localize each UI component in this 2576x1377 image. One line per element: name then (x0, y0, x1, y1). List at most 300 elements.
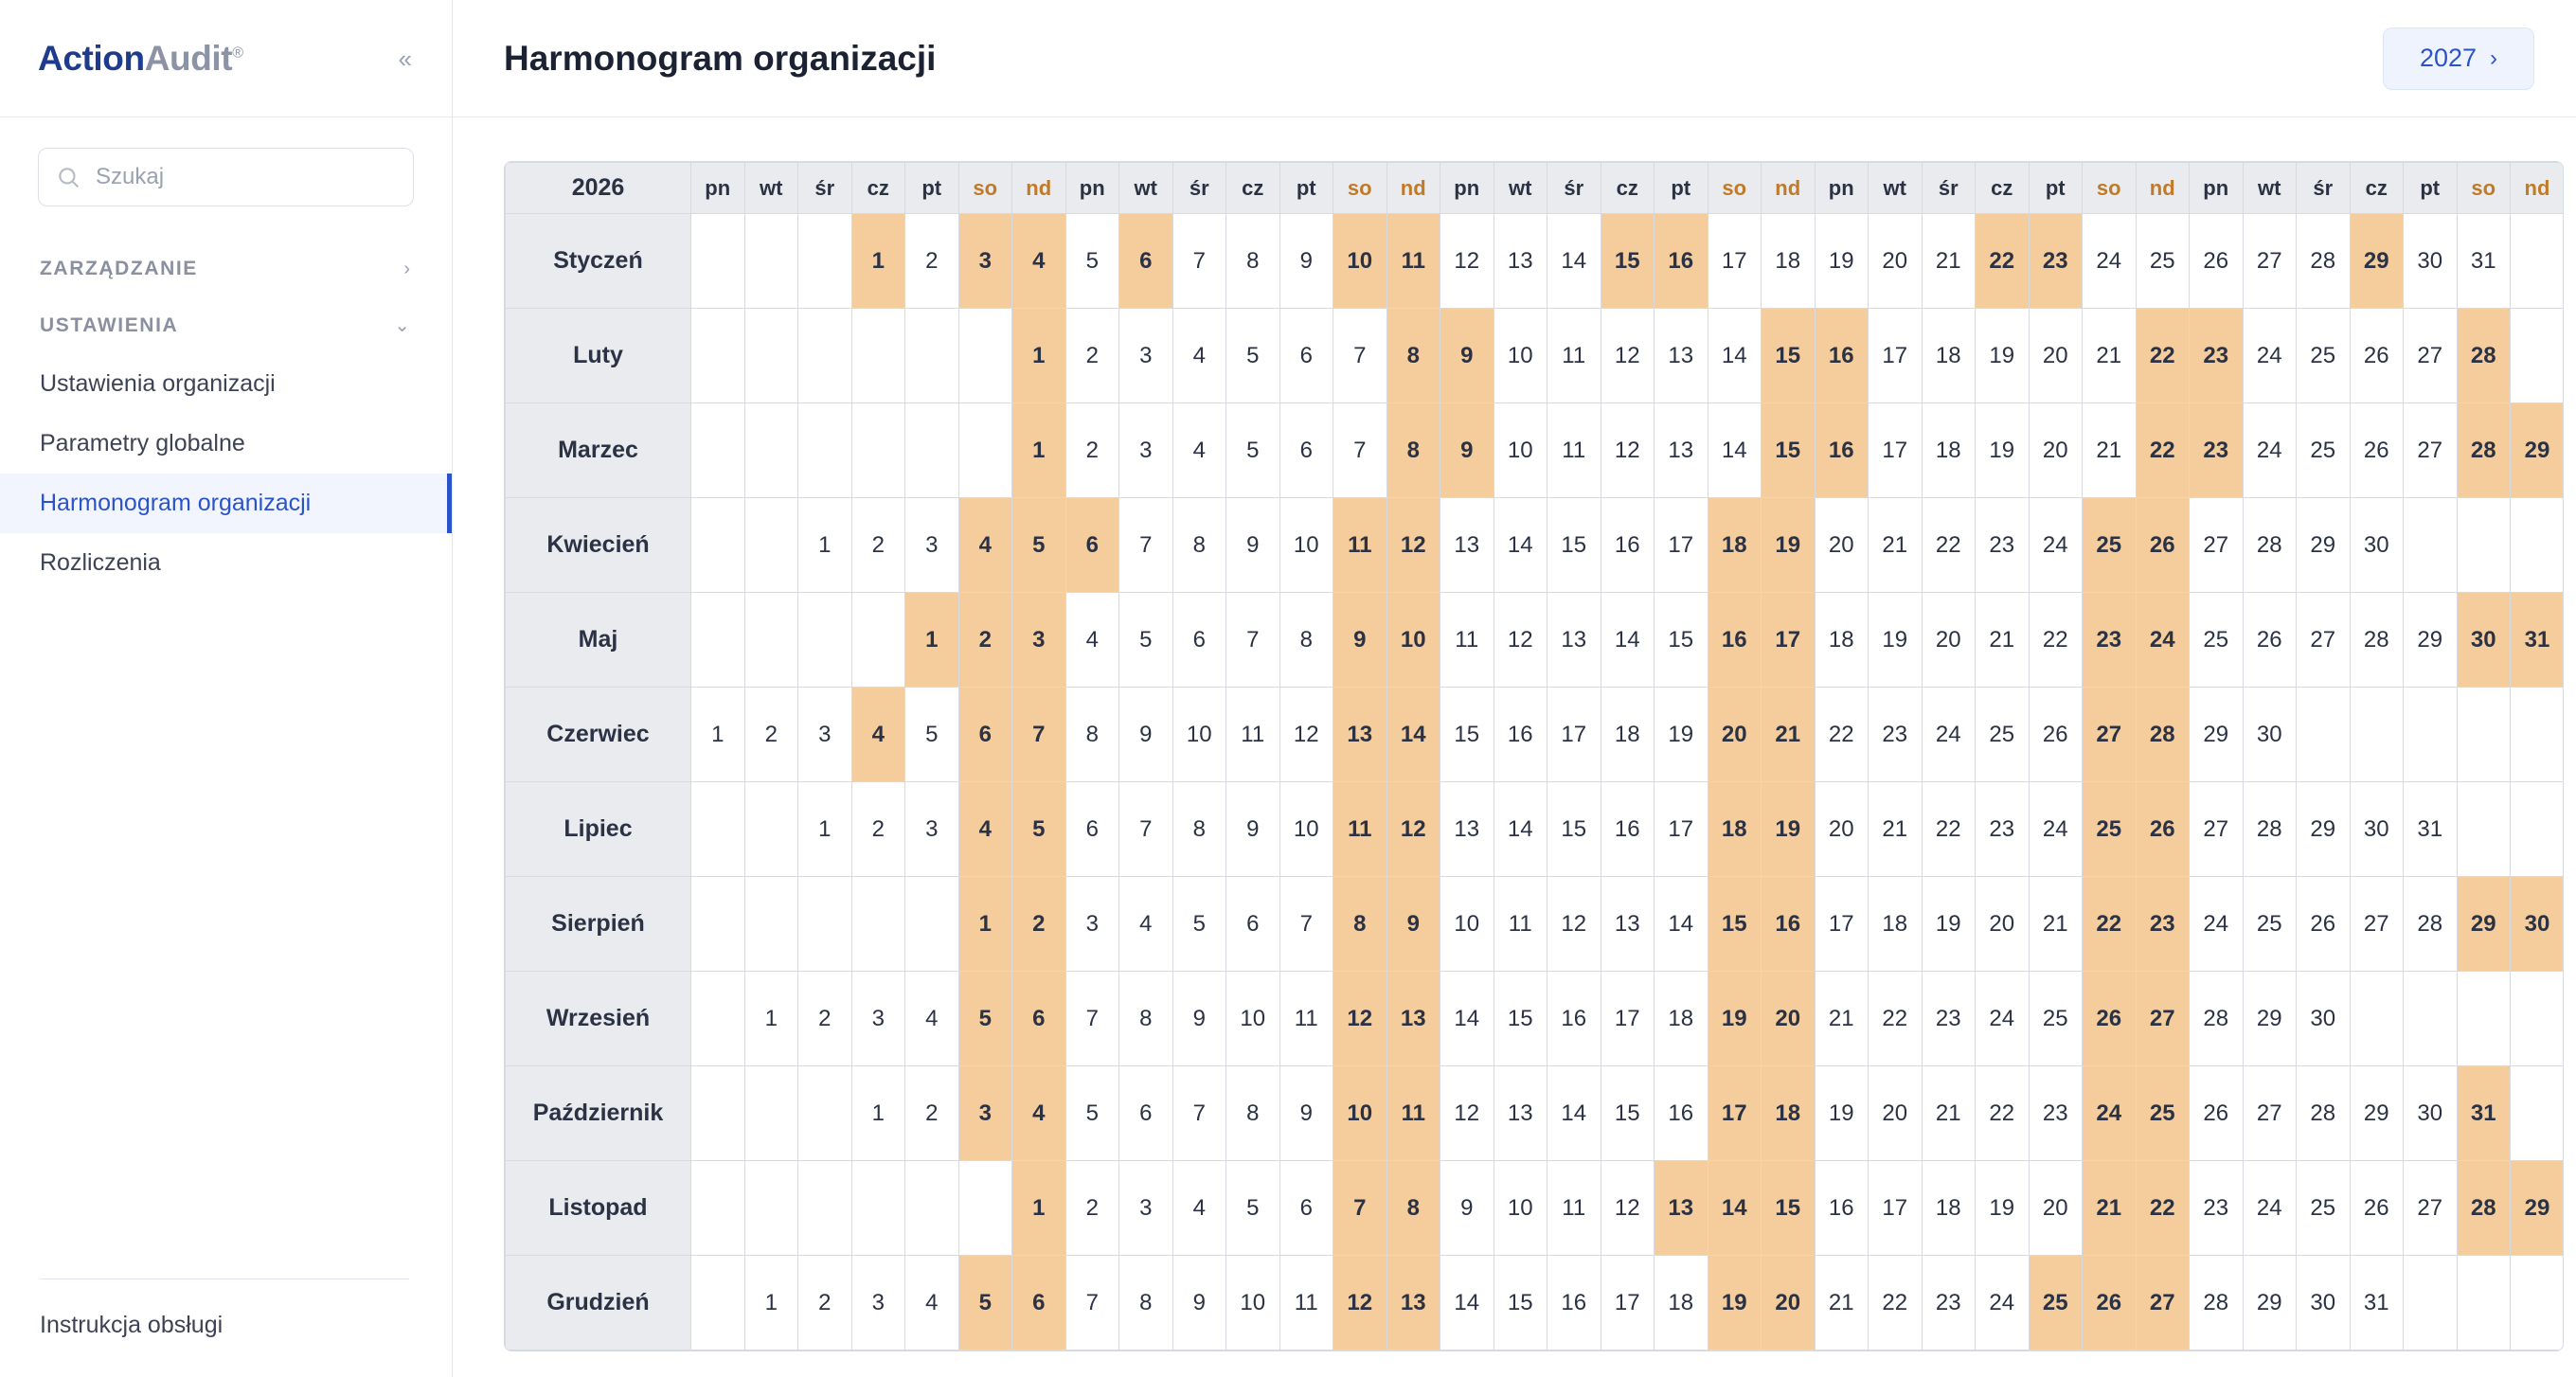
calendar-day-cell[interactable]: 22 (1815, 688, 1869, 782)
calendar-day-cell[interactable]: 19 (1976, 309, 2030, 403)
calendar-day-cell[interactable]: 17 (1655, 782, 1708, 877)
calendar-day-cell[interactable]: 6 (1279, 309, 1333, 403)
instruction-link[interactable]: Instrukcja obsługi (40, 1312, 224, 1338)
calendar-day-cell[interactable]: 27 (2190, 782, 2244, 877)
calendar-day-cell[interactable]: 8 (1386, 1161, 1440, 1256)
calendar-day-cell[interactable]: 5 (1172, 877, 1226, 972)
calendar-day-cell[interactable]: 14 (1440, 1256, 1494, 1350)
calendar-day-cell[interactable]: 29 (2297, 498, 2351, 593)
calendar-day-cell[interactable]: 11 (1333, 782, 1387, 877)
calendar-day-cell[interactable]: 18 (1869, 877, 1923, 972)
calendar-day-cell[interactable]: 10 (1226, 1256, 1280, 1350)
calendar-day-cell[interactable]: 28 (2457, 309, 2511, 403)
calendar-day-cell[interactable]: 2 (851, 782, 905, 877)
calendar-day-cell[interactable]: 15 (1762, 309, 1816, 403)
calendar-day-cell[interactable]: 4 (1065, 593, 1119, 688)
calendar-day-cell[interactable]: 13 (1440, 498, 1494, 593)
calendar-day-cell[interactable]: 29 (2457, 877, 2511, 972)
calendar-day-cell[interactable]: 3 (798, 688, 852, 782)
calendar-day-cell[interactable]: 26 (2190, 214, 2244, 309)
calendar-day-cell[interactable]: 25 (2136, 214, 2190, 309)
calendar-day-cell[interactable]: 27 (2350, 877, 2404, 972)
calendar-day-cell[interactable]: 25 (2243, 877, 2297, 972)
calendar-day-cell[interactable]: 21 (2083, 1161, 2137, 1256)
calendar-day-cell[interactable]: 3 (851, 972, 905, 1066)
calendar-day-cell[interactable]: 26 (2083, 1256, 2137, 1350)
calendar-day-cell[interactable]: 4 (1172, 403, 1226, 498)
calendar-day-cell[interactable]: 13 (1386, 1256, 1440, 1350)
calendar-day-cell[interactable]: 23 (2029, 214, 2083, 309)
calendar-day-cell[interactable]: 13 (1440, 782, 1494, 877)
calendar-day-cell[interactable]: 25 (2297, 1161, 2351, 1256)
calendar-day-cell[interactable]: 30 (2350, 782, 2404, 877)
calendar-day-cell[interactable]: 15 (1762, 1161, 1816, 1256)
calendar-day-cell[interactable]: 21 (1869, 498, 1923, 593)
calendar-day-cell[interactable]: 16 (1762, 877, 1816, 972)
calendar-day-cell[interactable]: 21 (1762, 688, 1816, 782)
calendar-day-cell[interactable]: 24 (2190, 877, 2244, 972)
calendar-day-cell[interactable]: 11 (1547, 1161, 1601, 1256)
calendar-day-cell[interactable]: 14 (1708, 403, 1762, 498)
calendar-day-cell[interactable]: 2 (958, 593, 1012, 688)
calendar-day-cell[interactable]: 20 (1976, 877, 2030, 972)
calendar-day-cell[interactable]: 19 (1655, 688, 1708, 782)
calendar-day-cell[interactable]: 29 (2190, 688, 2244, 782)
calendar-day-cell[interactable]: 1 (798, 498, 852, 593)
calendar-day-cell[interactable]: 23 (2190, 1161, 2244, 1256)
calendar-day-cell[interactable]: 13 (1494, 1066, 1547, 1161)
calendar-day-cell[interactable]: 21 (1922, 214, 1976, 309)
search-box[interactable] (38, 148, 414, 206)
calendar-day-cell[interactable]: 13 (1333, 688, 1387, 782)
calendar-day-cell[interactable]: 12 (1601, 403, 1655, 498)
calendar-day-cell[interactable]: 22 (2083, 877, 2137, 972)
search-input[interactable] (94, 163, 396, 191)
calendar-day-cell[interactable]: 18 (1815, 593, 1869, 688)
calendar-day-cell[interactable]: 26 (2350, 1161, 2404, 1256)
calendar-day-cell[interactable]: 9 (1279, 214, 1333, 309)
calendar-day-cell[interactable]: 10 (1494, 309, 1547, 403)
calendar-day-cell[interactable]: 5 (1065, 214, 1119, 309)
calendar-day-cell[interactable]: 8 (1226, 1066, 1280, 1161)
calendar-day-cell[interactable]: 3 (1119, 403, 1173, 498)
calendar-day-cell[interactable]: 12 (1333, 972, 1387, 1066)
calendar-day-cell[interactable]: 7 (1012, 688, 1066, 782)
calendar-day-cell[interactable]: 14 (1494, 498, 1547, 593)
calendar-day-cell[interactable]: 15 (1762, 403, 1816, 498)
calendar-day-cell[interactable]: 25 (2083, 782, 2137, 877)
calendar-day-cell[interactable]: 7 (1333, 403, 1387, 498)
calendar-day-cell[interactable]: 19 (1976, 403, 2030, 498)
calendar-day-cell[interactable]: 6 (1226, 877, 1280, 972)
calendar-day-cell[interactable]: 20 (1869, 1066, 1923, 1161)
calendar-day-cell[interactable]: 26 (2350, 403, 2404, 498)
calendar-day-cell[interactable]: 17 (1547, 688, 1601, 782)
calendar-day-cell[interactable]: 23 (2029, 1066, 2083, 1161)
calendar-day-cell[interactable]: 6 (1012, 972, 1066, 1066)
calendar-day-cell[interactable]: 27 (2404, 309, 2458, 403)
calendar-day-cell[interactable]: 30 (2511, 877, 2565, 972)
calendar-day-cell[interactable]: 1 (798, 782, 852, 877)
calendar-day-cell[interactable]: 4 (1119, 877, 1173, 972)
calendar-day-cell[interactable]: 22 (1869, 972, 1923, 1066)
calendar-day-cell[interactable]: 31 (2404, 782, 2458, 877)
calendar-day-cell[interactable]: 22 (1869, 1256, 1923, 1350)
calendar-day-cell[interactable]: 4 (905, 1256, 959, 1350)
calendar-day-cell[interactable]: 24 (1976, 972, 2030, 1066)
calendar-day-cell[interactable]: 9 (1226, 782, 1280, 877)
calendar-day-cell[interactable]: 22 (2136, 309, 2190, 403)
calendar-day-cell[interactable]: 12 (1386, 782, 1440, 877)
calendar-day-cell[interactable]: 29 (2350, 214, 2404, 309)
calendar-day-cell[interactable]: 23 (2190, 309, 2244, 403)
calendar-day-cell[interactable]: 17 (1708, 1066, 1762, 1161)
calendar-day-cell[interactable]: 13 (1386, 972, 1440, 1066)
calendar-day-cell[interactable]: 3 (1012, 593, 1066, 688)
calendar-day-cell[interactable]: 29 (2350, 1066, 2404, 1161)
calendar-day-cell[interactable]: 11 (1279, 972, 1333, 1066)
calendar-day-cell[interactable]: 9 (1440, 403, 1494, 498)
calendar-day-cell[interactable]: 1 (1012, 1161, 1066, 1256)
calendar-day-cell[interactable]: 6 (1012, 1256, 1066, 1350)
calendar-day-cell[interactable]: 11 (1547, 403, 1601, 498)
calendar-day-cell[interactable]: 24 (2029, 498, 2083, 593)
calendar-day-cell[interactable]: 5 (1012, 498, 1066, 593)
calendar-day-cell[interactable]: 4 (1172, 1161, 1226, 1256)
calendar-day-cell[interactable]: 21 (2083, 403, 2137, 498)
calendar-day-cell[interactable]: 27 (2297, 593, 2351, 688)
calendar-day-cell[interactable]: 18 (1708, 782, 1762, 877)
calendar-day-cell[interactable]: 11 (1279, 1256, 1333, 1350)
calendar-day-cell[interactable]: 10 (1226, 972, 1280, 1066)
calendar-day-cell[interactable]: 9 (1119, 688, 1173, 782)
calendar-day-cell[interactable]: 21 (2083, 309, 2137, 403)
calendar-day-cell[interactable]: 21 (1976, 593, 2030, 688)
calendar-day-cell[interactable]: 28 (2404, 877, 2458, 972)
calendar-day-cell[interactable]: 10 (1279, 782, 1333, 877)
calendar-day-cell[interactable]: 24 (2029, 782, 2083, 877)
calendar-day-cell[interactable]: 9 (1440, 1161, 1494, 1256)
calendar-day-cell[interactable]: 16 (1547, 972, 1601, 1066)
calendar-day-cell[interactable]: 8 (1119, 972, 1173, 1066)
calendar-day-cell[interactable]: 14 (1655, 877, 1708, 972)
calendar-day-cell[interactable]: 8 (1226, 214, 1280, 309)
calendar-day-cell[interactable]: 9 (1226, 498, 1280, 593)
calendar-day-cell[interactable]: 2 (744, 688, 798, 782)
calendar-day-cell[interactable]: 3 (1119, 309, 1173, 403)
calendar-day-cell[interactable]: 6 (1065, 498, 1119, 593)
calendar-day-cell[interactable]: 4 (1012, 214, 1066, 309)
calendar-day-cell[interactable]: 9 (1386, 877, 1440, 972)
calendar-day-cell[interactable]: 7 (1279, 877, 1333, 972)
calendar-day-cell[interactable]: 28 (2190, 1256, 2244, 1350)
calendar-day-cell[interactable]: 2 (1065, 403, 1119, 498)
sidebar-collapse-icon[interactable]: « (398, 44, 412, 73)
calendar-day-cell[interactable]: 23 (1976, 782, 2030, 877)
calendar-day-cell[interactable]: 19 (1922, 877, 1976, 972)
calendar-day-cell[interactable]: 18 (1601, 688, 1655, 782)
calendar-day-cell[interactable]: 19 (1708, 1256, 1762, 1350)
calendar-day-cell[interactable]: 14 (1708, 309, 1762, 403)
calendar-day-cell[interactable]: 17 (1869, 403, 1923, 498)
calendar-day-cell[interactable]: 5 (1226, 403, 1280, 498)
calendar-day-cell[interactable]: 6 (1172, 593, 1226, 688)
calendar-day-cell[interactable]: 20 (1708, 688, 1762, 782)
calendar-day-cell[interactable]: 6 (1119, 1066, 1173, 1161)
calendar-day-cell[interactable]: 18 (1655, 1256, 1708, 1350)
calendar-day-cell[interactable]: 19 (1976, 1161, 2030, 1256)
calendar-day-cell[interactable]: 11 (1386, 1066, 1440, 1161)
calendar-day-cell[interactable]: 15 (1601, 1066, 1655, 1161)
calendar-day-cell[interactable]: 29 (2243, 972, 2297, 1066)
calendar-day-cell[interactable]: 5 (1119, 593, 1173, 688)
calendar-day-cell[interactable]: 1 (1012, 403, 1066, 498)
sidebar-item-parametry-globalne[interactable] (0, 414, 452, 474)
calendar-day-cell[interactable]: 12 (1279, 688, 1333, 782)
sidebar-item-harmonogram-organizacji[interactable] (0, 474, 452, 533)
calendar-day-cell[interactable]: 25 (2297, 403, 2351, 498)
calendar-day-cell[interactable]: 10 (1333, 1066, 1387, 1161)
calendar-day-cell[interactable]: 4 (1012, 1066, 1066, 1161)
calendar-day-cell[interactable]: 25 (1976, 688, 2030, 782)
calendar-day-cell[interactable]: 6 (1279, 403, 1333, 498)
calendar-day-cell[interactable]: 2 (1065, 1161, 1119, 1256)
calendar-day-cell[interactable]: 17 (1601, 972, 1655, 1066)
calendar-day-cell[interactable]: 7 (1333, 1161, 1387, 1256)
calendar-day-cell[interactable]: 19 (1815, 1066, 1869, 1161)
calendar-day-cell[interactable]: 20 (1762, 1256, 1816, 1350)
calendar-day-cell[interactable]: 20 (2029, 403, 2083, 498)
calendar-day-cell[interactable]: 15 (1494, 1256, 1547, 1350)
calendar-day-cell[interactable]: 25 (2029, 1256, 2083, 1350)
calendar-day-cell[interactable]: 16 (1815, 309, 1869, 403)
calendar-day-cell[interactable]: 11 (1226, 688, 1280, 782)
calendar-day-cell[interactable]: 12 (1601, 309, 1655, 403)
calendar-day-cell[interactable]: 15 (1655, 593, 1708, 688)
calendar-day-cell[interactable]: 30 (2404, 214, 2458, 309)
calendar-day-cell[interactable]: 7 (1119, 498, 1173, 593)
calendar-day-cell[interactable]: 22 (1922, 498, 1976, 593)
calendar-day-cell[interactable]: 25 (2136, 1066, 2190, 1161)
calendar-day-cell[interactable]: 16 (1815, 403, 1869, 498)
calendar-day-cell[interactable]: 27 (2190, 498, 2244, 593)
calendar-day-cell[interactable]: 3 (905, 782, 959, 877)
calendar-day-cell[interactable]: 4 (851, 688, 905, 782)
calendar-day-cell[interactable]: 10 (1494, 1161, 1547, 1256)
calendar-day-cell[interactable]: 28 (2190, 972, 2244, 1066)
calendar-day-cell[interactable]: 5 (1226, 309, 1280, 403)
calendar-day-cell[interactable]: 16 (1655, 214, 1708, 309)
calendar-day-cell[interactable]: 13 (1655, 1161, 1708, 1256)
calendar-day-cell[interactable]: 17 (1708, 214, 1762, 309)
calendar-day-cell[interactable]: 24 (1976, 1256, 2030, 1350)
calendar-day-cell[interactable]: 16 (1708, 593, 1762, 688)
calendar-day-cell[interactable]: 6 (1065, 782, 1119, 877)
calendar-day-cell[interactable]: 27 (2404, 403, 2458, 498)
calendar-day-cell[interactable]: 13 (1494, 214, 1547, 309)
calendar-day-cell[interactable]: 2 (905, 214, 959, 309)
sidebar-group-ustawienia[interactable] (0, 297, 452, 354)
calendar-day-cell[interactable]: 15 (1440, 688, 1494, 782)
calendar-day-cell[interactable]: 22 (2136, 1161, 2190, 1256)
sidebar-group-zarzadzanie[interactable] (0, 241, 452, 297)
calendar-day-cell[interactable]: 7 (1172, 214, 1226, 309)
calendar-day-cell[interactable]: 15 (1547, 782, 1601, 877)
calendar-day-cell[interactable]: 23 (2190, 403, 2244, 498)
calendar-day-cell[interactable]: 12 (1333, 1256, 1387, 1350)
calendar-day-cell[interactable]: 21 (1922, 1066, 1976, 1161)
calendar-day-cell[interactable]: 18 (1762, 214, 1816, 309)
calendar-day-cell[interactable]: 30 (2457, 593, 2511, 688)
calendar-day-cell[interactable]: 11 (1333, 498, 1387, 593)
calendar-day-cell[interactable]: 15 (1547, 498, 1601, 593)
calendar-day-cell[interactable]: 4 (958, 782, 1012, 877)
calendar-day-cell[interactable]: 23 (2136, 877, 2190, 972)
calendar-day-cell[interactable]: 3 (1065, 877, 1119, 972)
calendar-day-cell[interactable]: 13 (1601, 877, 1655, 972)
calendar-day-cell[interactable]: 17 (1869, 309, 1923, 403)
calendar-day-cell[interactable]: 21 (2029, 877, 2083, 972)
calendar-day-cell[interactable]: 18 (1655, 972, 1708, 1066)
calendar-day-cell[interactable]: 7 (1065, 1256, 1119, 1350)
calendar-day-cell[interactable]: 30 (2297, 1256, 2351, 1350)
calendar-day-cell[interactable]: 14 (1440, 972, 1494, 1066)
calendar-day-cell[interactable]: 3 (851, 1256, 905, 1350)
calendar-day-cell[interactable]: 9 (1333, 593, 1387, 688)
calendar-day-cell[interactable]: 10 (1440, 877, 1494, 972)
calendar-day-cell[interactable]: 26 (2297, 877, 2351, 972)
calendar-day-cell[interactable]: 30 (2243, 688, 2297, 782)
sidebar-item-rozliczenia[interactable] (0, 533, 452, 593)
calendar-day-cell[interactable]: 2 (798, 1256, 852, 1350)
calendar-day-cell[interactable]: 31 (2457, 1066, 2511, 1161)
calendar-day-cell[interactable]: 18 (1708, 498, 1762, 593)
calendar-day-cell[interactable]: 7 (1119, 782, 1173, 877)
calendar-day-cell[interactable]: 24 (2136, 593, 2190, 688)
calendar-day-cell[interactable]: 22 (2029, 593, 2083, 688)
calendar-day-cell[interactable]: 26 (2243, 593, 2297, 688)
calendar-day-cell[interactable]: 20 (1762, 972, 1816, 1066)
calendar-day-cell[interactable]: 6 (958, 688, 1012, 782)
calendar-day-cell[interactable]: 11 (1547, 309, 1601, 403)
calendar-day-cell[interactable]: 9 (1172, 972, 1226, 1066)
calendar-day-cell[interactable]: 21 (1869, 782, 1923, 877)
calendar-day-cell[interactable]: 10 (1386, 593, 1440, 688)
calendar-day-cell[interactable]: 28 (2297, 214, 2351, 309)
calendar-day-cell[interactable]: 28 (2297, 1066, 2351, 1161)
calendar-day-cell[interactable]: 8 (1386, 403, 1440, 498)
calendar-day-cell[interactable]: 12 (1440, 1066, 1494, 1161)
calendar-day-cell[interactable]: 11 (1386, 214, 1440, 309)
calendar-day-cell[interactable]: 27 (2243, 214, 2297, 309)
calendar-day-cell[interactable]: 2 (1065, 309, 1119, 403)
calendar-day-cell[interactable]: 28 (2457, 403, 2511, 498)
calendar-day-cell[interactable]: 3 (958, 1066, 1012, 1161)
calendar-day-cell[interactable]: 30 (2297, 972, 2351, 1066)
calendar-day-cell[interactable]: 31 (2511, 593, 2565, 688)
calendar-day-cell[interactable]: 16 (1655, 1066, 1708, 1161)
calendar-day-cell[interactable]: 19 (1762, 782, 1816, 877)
calendar-day-cell[interactable]: 24 (2243, 1161, 2297, 1256)
sidebar-item-ustawienia-organizacji[interactable] (0, 354, 452, 414)
calendar-day-cell[interactable]: 7 (1226, 593, 1280, 688)
calendar-day-cell[interactable]: 8 (1172, 782, 1226, 877)
calendar-day-cell[interactable]: 2 (798, 972, 852, 1066)
calendar-day-cell[interactable]: 24 (2083, 1066, 2137, 1161)
calendar-day-cell[interactable]: 8 (1279, 593, 1333, 688)
calendar-day-cell[interactable]: 16 (1815, 1161, 1869, 1256)
calendar-day-cell[interactable]: 1 (691, 688, 745, 782)
calendar-day-cell[interactable]: 10 (1279, 498, 1333, 593)
calendar-day-cell[interactable]: 26 (2350, 309, 2404, 403)
calendar-day-cell[interactable]: 2 (851, 498, 905, 593)
calendar-day-cell[interactable]: 26 (2190, 1066, 2244, 1161)
calendar-day-cell[interactable]: 12 (1440, 214, 1494, 309)
calendar-day-cell[interactable]: 23 (1869, 688, 1923, 782)
calendar-day-cell[interactable]: 29 (2511, 1161, 2565, 1256)
calendar-day-cell[interactable]: 1 (744, 1256, 798, 1350)
calendar-day-cell[interactable]: 13 (1655, 309, 1708, 403)
calendar-day-cell[interactable]: 31 (2350, 1256, 2404, 1350)
calendar-day-cell[interactable]: 21 (1815, 1256, 1869, 1350)
calendar-day-cell[interactable]: 14 (1547, 1066, 1601, 1161)
calendar-day-cell[interactable]: 23 (2083, 593, 2137, 688)
calendar-day-cell[interactable]: 13 (1547, 593, 1601, 688)
calendar-day-cell[interactable]: 25 (2297, 309, 2351, 403)
calendar-day-cell[interactable]: 27 (2083, 688, 2137, 782)
calendar-day-cell[interactable]: 9 (1279, 1066, 1333, 1161)
calendar-day-cell[interactable]: 28 (2136, 688, 2190, 782)
calendar-day-cell[interactable]: 24 (2083, 214, 2137, 309)
calendar-day-cell[interactable]: 23 (1922, 972, 1976, 1066)
calendar-day-cell[interactable]: 22 (1976, 214, 2030, 309)
calendar-day-cell[interactable]: 1 (744, 972, 798, 1066)
calendar-day-cell[interactable]: 26 (2136, 498, 2190, 593)
calendar-day-cell[interactable]: 24 (1922, 688, 1976, 782)
calendar-day-cell[interactable]: 26 (2029, 688, 2083, 782)
calendar-day-cell[interactable]: 4 (905, 972, 959, 1066)
calendar-day-cell[interactable]: 7 (1333, 309, 1387, 403)
calendar-day-cell[interactable]: 9 (1440, 309, 1494, 403)
calendar-day-cell[interactable]: 1 (958, 877, 1012, 972)
calendar-day-cell[interactable]: 17 (1815, 877, 1869, 972)
calendar-day-cell[interactable]: 18 (1762, 1066, 1816, 1161)
calendar-day-cell[interactable]: 20 (1922, 593, 1976, 688)
calendar-day-cell[interactable]: 10 (1172, 688, 1226, 782)
calendar-day-cell[interactable]: 2 (1012, 877, 1066, 972)
calendar-day-cell[interactable]: 10 (1333, 214, 1387, 309)
calendar-day-cell[interactable]: 31 (2457, 214, 2511, 309)
calendar-day-cell[interactable]: 3 (905, 498, 959, 593)
calendar-day-cell[interactable]: 5 (958, 972, 1012, 1066)
calendar-day-cell[interactable]: 22 (1976, 1066, 2030, 1161)
calendar-day-cell[interactable]: 18 (1922, 1161, 1976, 1256)
calendar-day-cell[interactable]: 29 (2243, 1256, 2297, 1350)
calendar-day-cell[interactable]: 7 (1172, 1066, 1226, 1161)
calendar-day-cell[interactable]: 27 (2404, 1161, 2458, 1256)
calendar-day-cell[interactable]: 15 (1708, 877, 1762, 972)
calendar-day-cell[interactable]: 14 (1494, 782, 1547, 877)
calendar-day-cell[interactable]: 3 (1119, 1161, 1173, 1256)
calendar-day-cell[interactable]: 12 (1494, 593, 1547, 688)
calendar-day-cell[interactable]: 2 (905, 1066, 959, 1161)
calendar-day-cell[interactable]: 5 (1012, 782, 1066, 877)
calendar-day-cell[interactable]: 8 (1172, 498, 1226, 593)
calendar-day-cell[interactable]: 4 (958, 498, 1012, 593)
calendar-day-cell[interactable]: 20 (1815, 498, 1869, 593)
calendar-day-cell[interactable]: 22 (1922, 782, 1976, 877)
calendar-day-cell[interactable]: 14 (1708, 1161, 1762, 1256)
